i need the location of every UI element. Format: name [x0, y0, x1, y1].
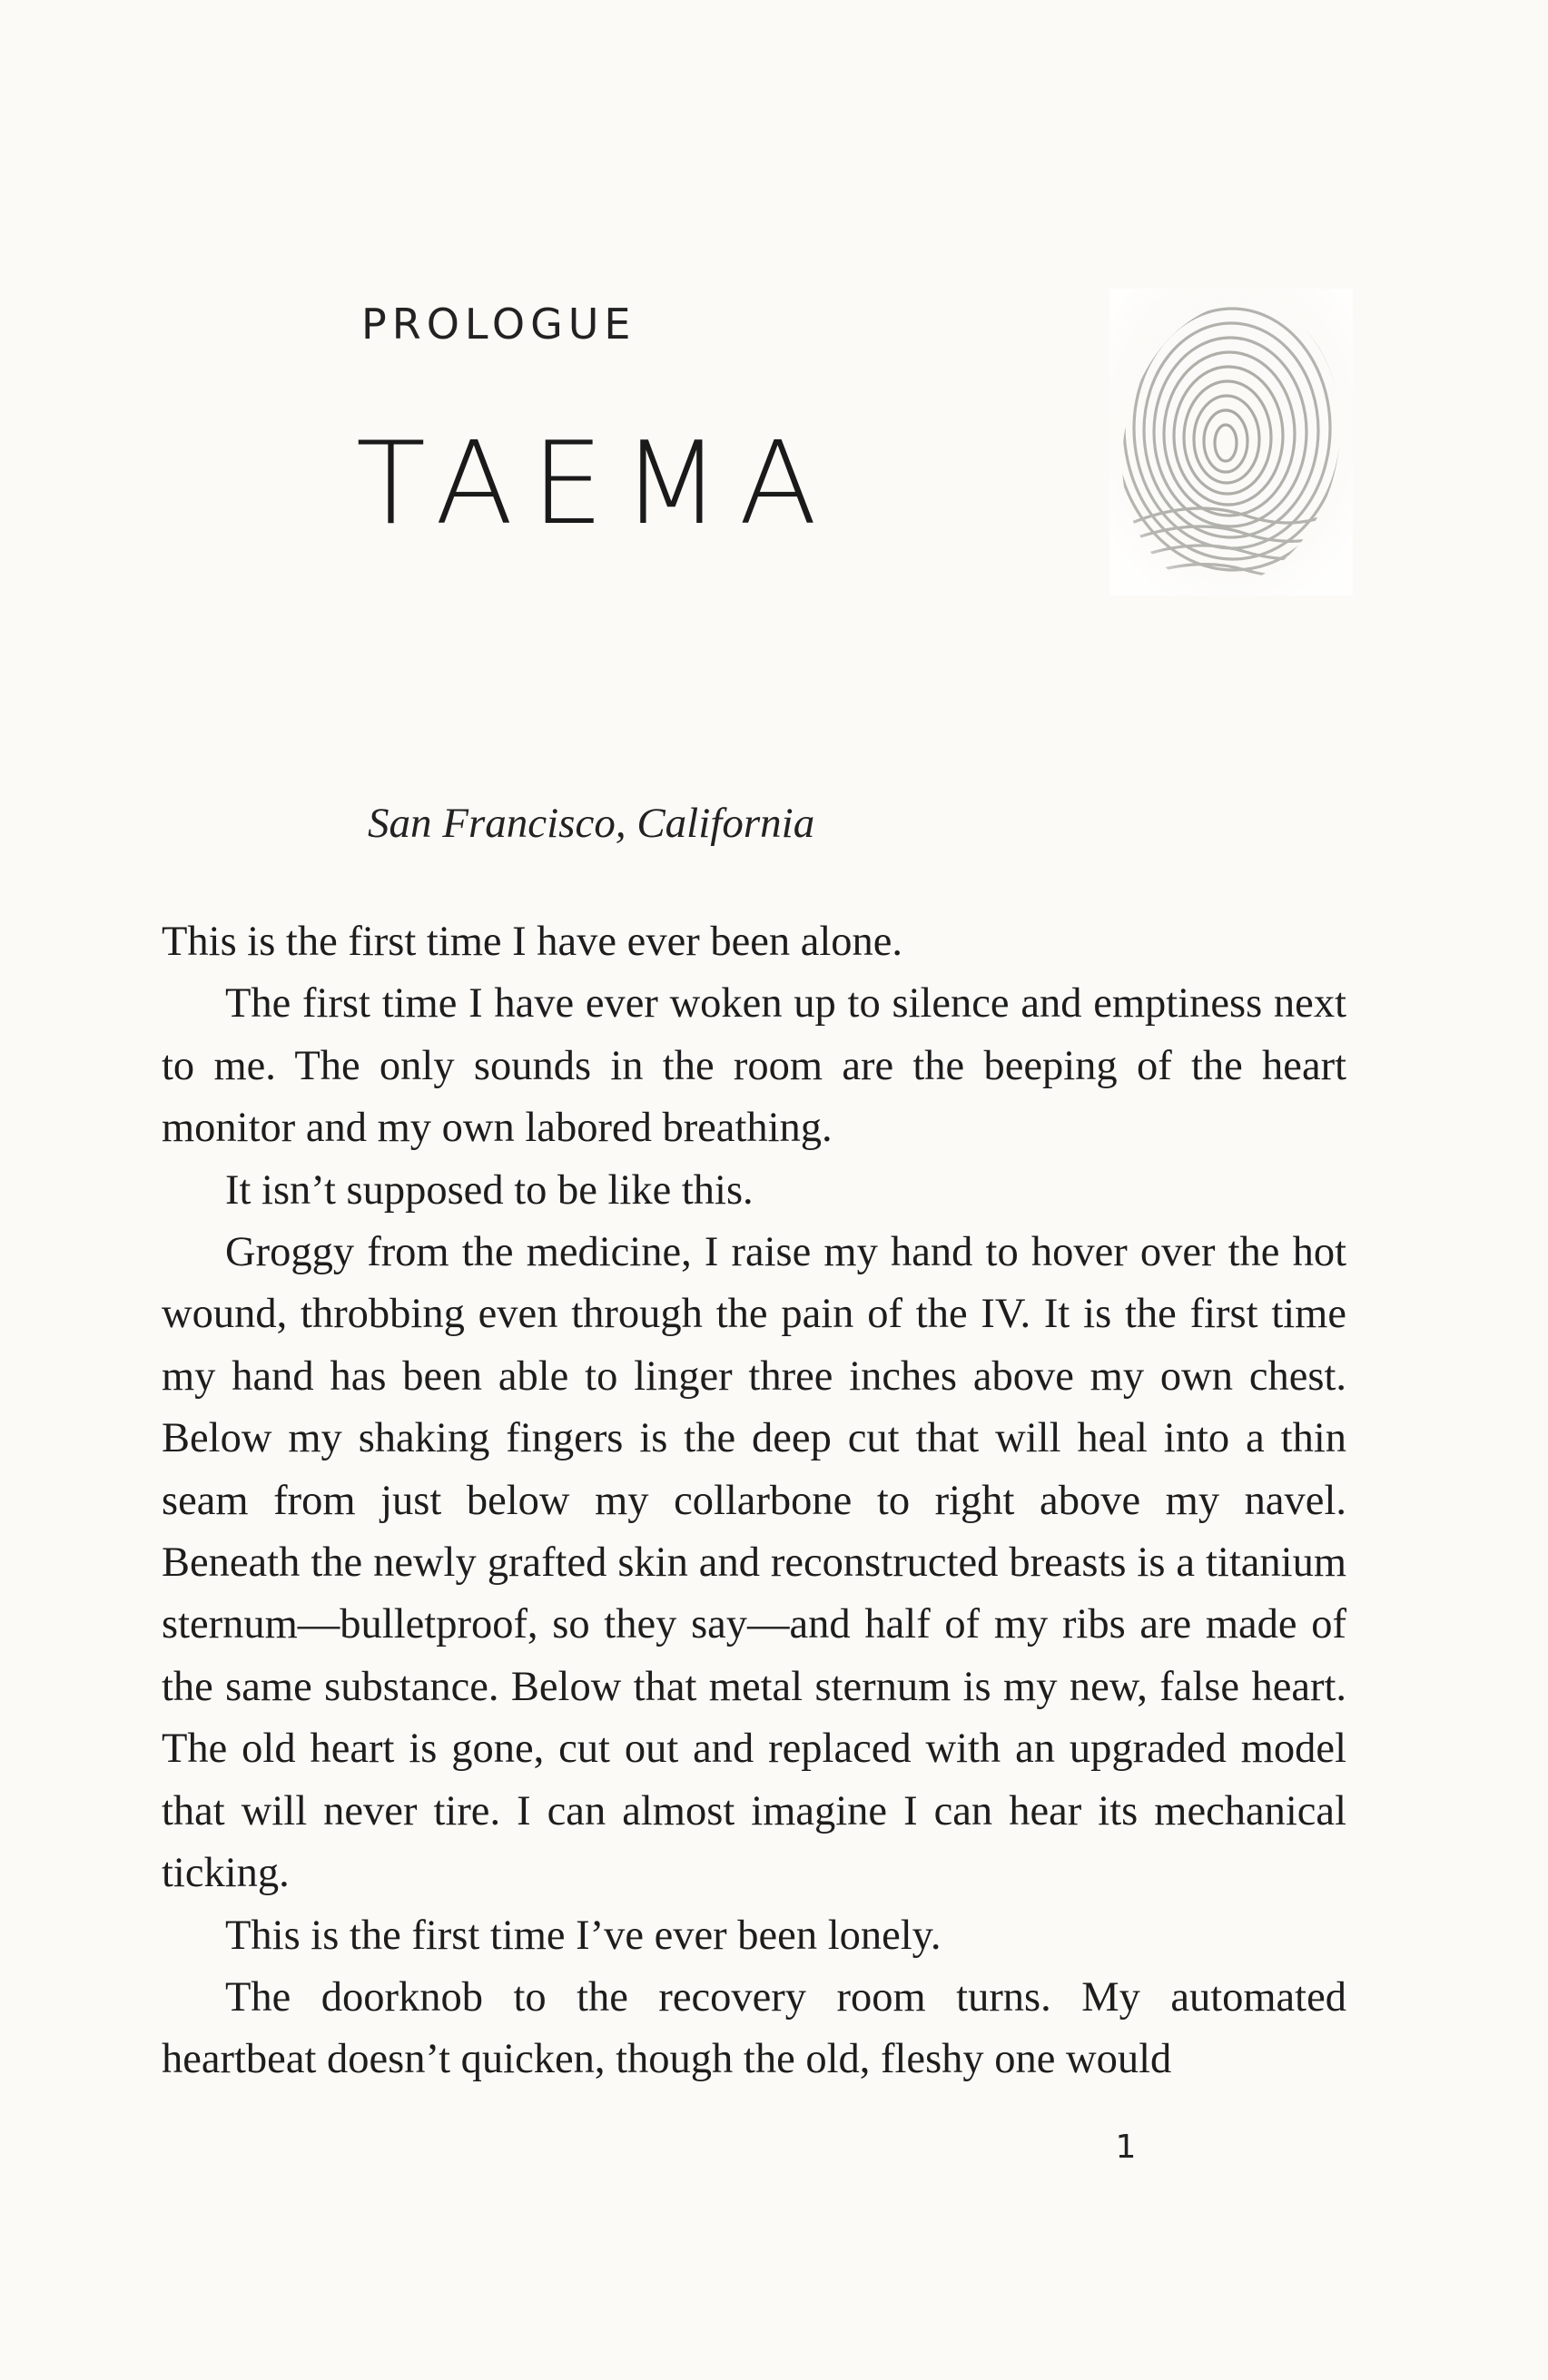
chapter-title: TAEMA: [356, 417, 835, 550]
fingerprint-icon: [1109, 289, 1353, 595]
paragraph: This is the first time I have ever been alone.: [162, 919, 903, 965]
paragraph: Groggy from the medicine, I raise my hand to hover over the hot wound, throbbing even through the pain of the IV. It is the first time my hand has been able to linger three inches above my own chest. Below my shaking fingers is the deep cut that will heal into a thin seam from just below my collarbone to right above my navel. Beneath the newly grafted skin and reconstructed breasts is a titanium sternum—bulletproof, so they say—and half of my ribs are made of the same substance. Below that metal sternum is my new, false heart. The old heart is gone, cut out and replaced with an upgraded model that will never tire. I can almost imagine I can hear its mechanical ticking.: [162, 1229, 1346, 1897]
paragraph: It isn’t supposed to be like this.: [225, 1166, 754, 1214]
section-label: PROLOGUE: [361, 300, 636, 349]
page-number: 1: [1115, 2129, 1137, 2166]
location-line: San Francisco, California: [368, 800, 815, 847]
paragraph: This is the first time I’ve ever been lonely.: [225, 1912, 942, 1959]
paragraph: The first time I have ever woken up to silence and emptiness next to me. The only sounds in the room are the beeping of the heart monitor and my own labored breathing.: [162, 980, 1346, 1152]
body-text: [162, 911, 1346, 2091]
paragraph: The doorknob to the recovery room turns. My automated heartbeat doesn’t quicken, though the old, fleshy one would: [162, 1973, 1346, 2083]
